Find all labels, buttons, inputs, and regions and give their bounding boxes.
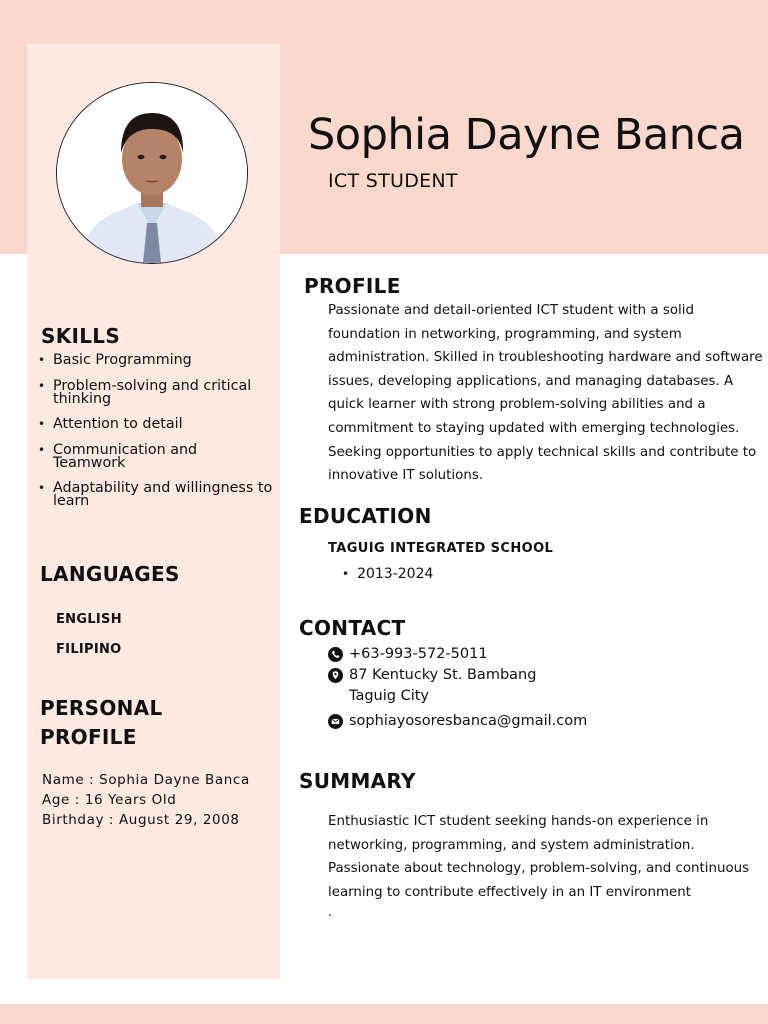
candidate-name: Sophia Dayne Banca [308,110,745,160]
candidate-role: ICT STUDENT [328,170,458,192]
language-item: FILIPINO [56,642,122,657]
education-years: • 2013-2024 [342,566,433,582]
school-name: TAGUIG INTEGRATED SCHOOL [328,541,554,556]
summary-heading: SUMMARY [299,769,416,793]
phone-icon [328,647,343,662]
profile-photo [56,82,248,264]
list-item: • Basic Programming [37,354,277,367]
phone-number: +63-993-572-5011 [349,646,488,662]
contact-address [328,665,536,707]
person-illustration [57,83,247,263]
email-address: sophiayosoresbanca@gmail.com [349,713,588,729]
personal-age: Age : 16 Years Old [42,792,177,808]
list-item: • Adaptability and willingness to learn [37,482,277,508]
personal-name: Name : Sophia Dayne Banca [42,772,250,788]
location-pin-icon [328,668,343,683]
education-heading: EDUCATION [299,504,432,528]
skills-heading: SKILLS [41,324,121,348]
skills-list [37,354,277,521]
list-item: • Attention to detail [37,418,277,431]
languages-heading: LANGUAGES [40,562,180,586]
language-item: ENGLISH [56,612,122,627]
list-item: • Communication and Teamwork [37,444,277,470]
email-icon [328,714,343,729]
contact-heading: CONTACT [299,616,406,640]
footer-band [0,1004,768,1024]
personal-profile-heading: PERSONAL PROFILE [40,696,163,749]
contact-phone [328,644,488,665]
address-text: 87 Kentucky St. Bambang Taguig City [349,667,537,704]
summary-trailing-mark: . [328,905,333,920]
profile-text: Passionate and detail-oriented ICT student with a solid foundation in networking, programming, and system administration. Skilled in troubleshooting hardware and software issues, developing applications, and managing databases. A quick learner with strong problem-solving abilities and a commitment to staying updated with emerging technologies. Seeking opportunities to apply technical skills and contribute to innovative IT solutions. [328,303,763,484]
list-item: • Problem-solving and critical thinking [37,380,277,406]
contact-email [328,711,587,732]
profile-heading: PROFILE [304,274,401,298]
personal-birthday: Birthday : August 29, 2008 [42,812,240,828]
summary-text: Enthusiastic ICT student seeking hands-on experience in networking, programming, and system administration. Passionate about technology, problem-solving, and continuous learning to contribute effectively in an IT environment [328,814,750,900]
